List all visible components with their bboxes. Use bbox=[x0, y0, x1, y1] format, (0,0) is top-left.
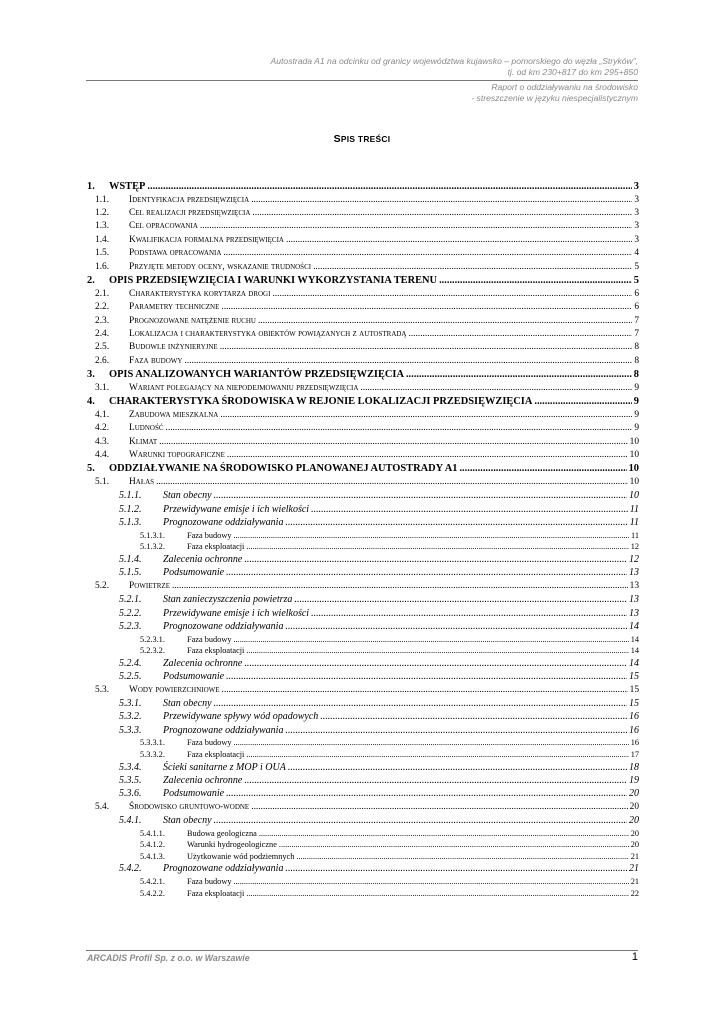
toc-entry-page: 5 bbox=[633, 275, 639, 287]
toc-entry-number: 2.5. bbox=[95, 342, 110, 353]
toc-entry[interactable] bbox=[87, 315, 639, 328]
toc-entry[interactable] bbox=[87, 580, 639, 593]
toc-entry-number: 5.2.3. bbox=[119, 621, 142, 633]
toc-entry-title: Budowa geologiczna bbox=[187, 828, 257, 838]
toc-entry-title: Faza eksploatacji bbox=[187, 646, 245, 656]
toc-entry[interactable] bbox=[87, 645, 639, 657]
toc-entry-number: 2.2. bbox=[95, 302, 110, 313]
toc-entry-title: Faza budowy bbox=[187, 738, 232, 748]
toc-entry-title: Warunki topograficzne bbox=[129, 450, 225, 460]
toc-entry-number: 2.6. bbox=[95, 355, 110, 366]
toc-dot-leader bbox=[246, 645, 628, 657]
table-of-contents bbox=[87, 180, 639, 899]
toc-entry-page: 3 bbox=[634, 221, 639, 232]
toc-entry-title: OPIS PRZEDSIĘWZIĘCIA I WARUNKI WYKORZYSTANIA TERENU bbox=[109, 275, 438, 287]
toc-entry-number: 5.2.1. bbox=[119, 594, 142, 606]
toc-entry[interactable] bbox=[87, 814, 639, 827]
toc-entry-title: Ludność bbox=[129, 423, 164, 434]
toc-entry-page: 14 bbox=[629, 657, 639, 669]
toc-entry-title: Faza budowy bbox=[187, 876, 232, 886]
toc-entry-page: 15 bbox=[629, 698, 639, 709]
footer-divider bbox=[86, 950, 638, 951]
toc-entry[interactable] bbox=[87, 724, 639, 737]
toc-dot-leader bbox=[222, 684, 628, 697]
toc-entry-title: Przewidywane emisje i ich wielkości bbox=[163, 503, 310, 515]
toc-entry-title: Zalecenia ochronne bbox=[163, 657, 243, 669]
toc-entry-number: 4.1. bbox=[95, 409, 110, 420]
toc-dot-leader bbox=[223, 247, 632, 260]
toc-entry-title: Zabudowa mieszkalna bbox=[129, 409, 219, 420]
toc-entry[interactable] bbox=[87, 737, 639, 749]
toc-dot-leader bbox=[233, 530, 629, 542]
toc-dot-leader bbox=[459, 462, 626, 476]
toc-entry-page: 13 bbox=[629, 607, 639, 619]
toc-entry-title: Stan obecny bbox=[163, 698, 212, 709]
toc-entry-number: 5.2.5. bbox=[119, 671, 142, 683]
toc-entry-title: OPIS ANALIZOWANYCH WARIANTÓW PRZEDSIĘWZIĘCIA bbox=[109, 369, 404, 381]
toc-dot-leader bbox=[258, 315, 632, 328]
toc-entry-number: 5.2.3.1. bbox=[140, 634, 165, 644]
toc-entry-page: 6 bbox=[634, 288, 639, 299]
toc-entry-page: 17 bbox=[630, 749, 639, 759]
toc-entry[interactable] bbox=[87, 395, 639, 409]
toc-entry-title: Prognozowane oddziaływania bbox=[163, 517, 284, 529]
toc-entry[interactable] bbox=[87, 697, 639, 710]
toc-entry-number: 5. bbox=[87, 463, 95, 475]
toc-entry-title: Faza eksploatacji bbox=[187, 888, 245, 898]
toc-entry-number: 5.3.3.1. bbox=[140, 738, 165, 748]
toc-entry-number: 1.2. bbox=[95, 207, 110, 218]
toc-entry-number: 5.2. bbox=[95, 580, 110, 591]
toc-dot-leader bbox=[214, 697, 627, 710]
toc-entry-page: 20 bbox=[630, 828, 639, 838]
toc-entry[interactable] bbox=[87, 710, 639, 723]
toc-entry-title: Faza eksploatacji bbox=[187, 542, 245, 552]
toc-entry-page: 20 bbox=[630, 840, 639, 850]
toc-entry-number: 4. bbox=[87, 396, 95, 408]
toc-dot-leader bbox=[285, 516, 627, 529]
toc-dot-leader bbox=[251, 194, 632, 207]
toc-entry-title: Kwalifikacja formalna przedsięwięcia bbox=[129, 234, 284, 245]
toc-entry-title: Prognozowane natężenie ruchu bbox=[129, 315, 256, 326]
toc-entry-title: Faza eksploatacji bbox=[187, 749, 245, 759]
toc-entry-number: 5.3.3. bbox=[119, 724, 142, 736]
toc-entry[interactable] bbox=[87, 516, 639, 529]
toc-entry-title: Identyfikacja przedsięwzięcia bbox=[129, 194, 250, 205]
toc-entry-number: 5.4.1. bbox=[119, 815, 142, 827]
toc-entry-title: Prognozowane oddziaływania bbox=[163, 863, 284, 875]
toc-entry-title: Powietrze bbox=[129, 580, 170, 591]
toc-entry-page: 13 bbox=[629, 580, 639, 591]
toc-entry[interactable] bbox=[87, 541, 639, 553]
toc-entry-title: Cel opracowania bbox=[129, 221, 198, 232]
toc-entry-page: 18 bbox=[629, 761, 639, 773]
toc-entry[interactable] bbox=[87, 566, 639, 579]
toc-entry-title: Faza budowy bbox=[129, 355, 183, 366]
toc-dot-leader bbox=[214, 489, 627, 502]
toc-entry-page: 20 bbox=[629, 788, 639, 800]
document-header-title bbox=[271, 56, 638, 78]
toc-dot-leader bbox=[246, 888, 628, 900]
document-header-subtitle bbox=[471, 82, 638, 104]
toc-entry[interactable] bbox=[87, 888, 639, 900]
toc-entry-number: 1. bbox=[87, 181, 95, 192]
toc-entry-number: 5.3.3.2. bbox=[140, 749, 165, 759]
toc-entry[interactable] bbox=[87, 180, 639, 194]
toc-entry-page: 14 bbox=[629, 621, 639, 633]
toc-entry-page: 10 bbox=[629, 436, 639, 447]
toc-entry-page: 4 bbox=[634, 248, 639, 259]
header-line-4: - streszczenie w języku niespecjalistycznym bbox=[471, 93, 638, 103]
toc-dot-leader bbox=[159, 436, 627, 449]
toc-entry-page: 13 bbox=[629, 594, 639, 606]
toc-entry-title: Faza budowy bbox=[187, 530, 232, 540]
toc-entry-number: 4.3. bbox=[95, 436, 110, 447]
toc-entry-page: 16 bbox=[630, 738, 639, 748]
toc-entry[interactable] bbox=[87, 382, 639, 395]
toc-entry-page: 7 bbox=[634, 328, 639, 339]
toc-dot-leader bbox=[227, 449, 628, 462]
toc-entry-page: 21 bbox=[630, 851, 639, 861]
toc-entry-page: 6 bbox=[634, 302, 639, 313]
toc-entry-title: Wody powierzchniowe bbox=[129, 684, 220, 695]
toc-entry-number: 5.3. bbox=[95, 684, 110, 695]
toc-entry[interactable] bbox=[87, 247, 639, 260]
toc-entry[interactable] bbox=[87, 194, 639, 207]
toc-dot-leader bbox=[439, 274, 632, 288]
toc-entry-page: 8 bbox=[633, 369, 639, 381]
toc-entry-page: 16 bbox=[629, 711, 639, 723]
toc-entry-page: 10 bbox=[629, 476, 639, 487]
toc-entry[interactable] bbox=[87, 876, 639, 888]
toc-entry[interactable] bbox=[87, 801, 639, 814]
toc-dot-leader bbox=[285, 724, 627, 737]
toc-entry[interactable] bbox=[87, 274, 639, 288]
toc-dot-leader bbox=[251, 801, 627, 814]
toc-entry-page: 10 bbox=[629, 490, 639, 502]
toc-dot-leader bbox=[272, 288, 632, 301]
toc-entry-title: Faza budowy bbox=[187, 634, 232, 644]
toc-entry-title: Budowle inżynieryjne bbox=[129, 342, 218, 353]
toc-dot-leader bbox=[172, 580, 628, 593]
toc-entry-title: Prognozowane oddziaływania bbox=[163, 724, 284, 736]
toc-entry-number: 5.1. bbox=[95, 476, 110, 487]
toc-entry-page: 12 bbox=[629, 553, 639, 565]
toc-entry-title: Klimat bbox=[129, 436, 158, 447]
toc-dot-leader bbox=[259, 828, 629, 840]
toc-entry[interactable] bbox=[87, 657, 639, 670]
toc-entry-number: 5.4.2.2. bbox=[140, 888, 165, 898]
toc-dot-leader bbox=[226, 787, 627, 800]
page-title bbox=[0, 133, 724, 145]
toc-dot-leader bbox=[233, 634, 628, 646]
toc-entry[interactable] bbox=[87, 620, 639, 633]
toc-entry-title: WSTĘP bbox=[109, 181, 146, 192]
toc-entry-number: 1.5. bbox=[95, 248, 110, 259]
toc-entry-title: Zalecenia ochronne bbox=[163, 553, 243, 565]
toc-entry[interactable] bbox=[87, 462, 639, 476]
toc-entry-title: CHARAKTERYSTYKA ŚRODOWISKA W REJONIE LOKALIZACJI PRZEDSIĘWZIĘCIA bbox=[109, 396, 533, 408]
toc-entry[interactable] bbox=[87, 684, 639, 697]
toc-entry-title: Stan obecny bbox=[163, 815, 212, 827]
toc-entry-title: Warunki hydrogeologiczne bbox=[187, 840, 277, 850]
toc-dot-leader bbox=[285, 862, 627, 875]
toc-entry[interactable] bbox=[87, 828, 639, 840]
toc-dot-leader bbox=[184, 355, 632, 368]
toc-entry-page: 9 bbox=[634, 382, 639, 393]
toc-entry[interactable] bbox=[87, 489, 639, 502]
toc-entry-page: 20 bbox=[629, 801, 639, 812]
toc-entry[interactable] bbox=[87, 607, 639, 620]
toc-entry-number: 5.2.4. bbox=[119, 657, 142, 669]
toc-entry-title: Hałas bbox=[129, 476, 155, 487]
toc-entry-page: 9 bbox=[633, 396, 639, 408]
toc-entry-number: 5.4.1.2. bbox=[140, 840, 165, 850]
toc-entry-page: 10 bbox=[628, 463, 639, 475]
toc-entry-number: 5.1.4. bbox=[119, 553, 142, 565]
toc-entry[interactable] bbox=[87, 787, 639, 800]
toc-entry-title: Przewidywane emisje i ich wielkości bbox=[163, 607, 310, 619]
toc-dot-leader bbox=[220, 409, 632, 422]
toc-entry[interactable] bbox=[87, 220, 639, 233]
toc-entry-number: 5.3.4. bbox=[119, 761, 142, 773]
toc-entry-number: 2.1. bbox=[95, 288, 110, 299]
toc-entry-title: Ścieki sanitarne z MOP i OUA bbox=[163, 761, 286, 773]
toc-entry-number: 5.3.5. bbox=[119, 774, 142, 786]
toc-entry[interactable] bbox=[87, 355, 639, 368]
toc-entry-number: 1.4. bbox=[95, 234, 110, 245]
toc-entry-number: 1.6. bbox=[95, 261, 110, 272]
toc-entry[interactable] bbox=[87, 761, 639, 774]
toc-entry[interactable] bbox=[87, 409, 639, 422]
toc-entry-title: Użytkowanie wód podziemnych bbox=[187, 851, 295, 861]
toc-entry-number: 5.2.3.2. bbox=[140, 646, 165, 656]
toc-entry-page: 11 bbox=[629, 503, 639, 515]
toc-entry-number: 5.4. bbox=[95, 801, 110, 812]
toc-entry-number: 2.4. bbox=[95, 328, 110, 339]
toc-entry-title: Podsumowanie bbox=[163, 567, 225, 579]
toc-entry[interactable] bbox=[87, 328, 639, 341]
toc-entry-title: Środowisko gruntowo-wodne bbox=[129, 801, 250, 812]
toc-entry-page: 11 bbox=[629, 517, 639, 529]
page-title-rest: PIS TREŚCI bbox=[340, 134, 391, 144]
toc-entry[interactable] bbox=[87, 207, 639, 220]
toc-entry-number: 5.4.1.3. bbox=[140, 851, 165, 861]
toc-entry-page: 9 bbox=[634, 409, 639, 420]
toc-entry-number: 5.3.2. bbox=[119, 711, 142, 723]
toc-dot-leader bbox=[246, 541, 628, 553]
toc-entry-page: 5 bbox=[634, 261, 639, 272]
toc-dot-leader bbox=[534, 395, 631, 409]
toc-entry[interactable] bbox=[87, 449, 639, 462]
toc-entry-number: 5.1.2. bbox=[119, 503, 142, 515]
toc-dot-leader bbox=[285, 620, 627, 633]
toc-entry-number: 5.1.3.2. bbox=[140, 542, 165, 552]
toc-entry-number: 1.3. bbox=[95, 221, 110, 232]
toc-entry-page: 19 bbox=[629, 774, 639, 786]
toc-entry-number: 5.1.3.1. bbox=[140, 530, 165, 540]
toc-entry-title: Parametry techniczne bbox=[129, 302, 220, 313]
toc-dot-leader bbox=[147, 180, 631, 194]
toc-entry-page: 7 bbox=[634, 315, 639, 326]
toc-dot-leader bbox=[244, 553, 627, 566]
toc-entry-page: 8 bbox=[634, 342, 639, 353]
toc-entry-title: Przyjęte metody oceny, wskazanie trudności bbox=[129, 261, 312, 272]
toc-entry-page: 22 bbox=[630, 888, 639, 898]
toc-entry-title: Zalecenia ochronne bbox=[163, 774, 243, 786]
toc-dot-leader bbox=[311, 607, 627, 620]
toc-entry-page: 15 bbox=[629, 684, 639, 695]
toc-dot-leader bbox=[156, 476, 628, 489]
toc-entry[interactable] bbox=[87, 436, 639, 449]
toc-dot-leader bbox=[244, 774, 627, 787]
toc-entry-page: 9 bbox=[634, 423, 639, 434]
toc-entry-number: 4.4. bbox=[95, 450, 110, 460]
toc-entry[interactable] bbox=[87, 476, 639, 489]
toc-entry-number: 5.1.3. bbox=[119, 517, 142, 529]
toc-entry-number: 4.2. bbox=[95, 423, 110, 434]
toc-entry[interactable] bbox=[87, 368, 639, 382]
toc-entry[interactable] bbox=[87, 301, 639, 314]
toc-entry[interactable] bbox=[87, 261, 639, 274]
toc-dot-leader bbox=[226, 566, 627, 579]
toc-entry-page: 10 bbox=[629, 450, 639, 460]
toc-entry-number: 5.1.5. bbox=[119, 567, 142, 579]
toc-dot-leader bbox=[233, 737, 628, 749]
header-line-3: Raport o oddziaływaniu na środowisko bbox=[491, 82, 638, 92]
toc-entry-title: Prognozowane oddziaływania bbox=[163, 621, 284, 633]
toc-entry-page: 3 bbox=[634, 194, 639, 205]
toc-entry-page: 13 bbox=[629, 567, 639, 579]
header-line-1: Autostrada A1 na odcinku od granicy województwa kujawsko – pomorskiego do węzła „Stryków”, bbox=[270, 56, 638, 66]
toc-entry-page: 14 bbox=[630, 634, 639, 644]
toc-entry-page: 3 bbox=[634, 234, 639, 245]
toc-entry-title: Lokalizacja i charakterystyka obiektów powiązanych z autostradą bbox=[129, 328, 407, 339]
toc-dot-leader bbox=[360, 382, 632, 395]
toc-entry-number: 5.1.1. bbox=[119, 490, 142, 502]
toc-dot-leader bbox=[214, 814, 627, 827]
toc-entry-number: 5.4.2.1. bbox=[140, 876, 165, 886]
toc-dot-leader bbox=[226, 670, 627, 683]
page-number: 1 bbox=[631, 951, 638, 963]
toc-entry-title: Podstawa opracowania bbox=[129, 248, 222, 259]
toc-entry-page: 14 bbox=[630, 646, 639, 656]
toc-dot-leader bbox=[294, 593, 627, 606]
toc-entry-number: 3.1. bbox=[95, 382, 110, 393]
toc-entry-number: 2.3. bbox=[95, 315, 110, 326]
toc-dot-leader bbox=[320, 710, 627, 723]
toc-dot-leader bbox=[246, 749, 628, 761]
toc-dot-leader bbox=[244, 657, 627, 670]
toc-entry-page: 20 bbox=[629, 815, 639, 827]
toc-dot-leader bbox=[233, 876, 628, 888]
toc-dot-leader bbox=[313, 261, 632, 274]
toc-entry-number: 5.4.2. bbox=[119, 863, 142, 875]
toc-entry[interactable] bbox=[87, 774, 639, 787]
toc-entry[interactable] bbox=[87, 851, 639, 863]
toc-entry[interactable] bbox=[87, 422, 639, 435]
footer-company: ARCADIS Profil Sp. z o.o. w Warszawie bbox=[87, 953, 250, 963]
toc-dot-leader bbox=[220, 341, 633, 354]
toc-dot-leader bbox=[200, 220, 632, 233]
toc-entry-page: 8 bbox=[634, 355, 639, 366]
toc-entry[interactable] bbox=[87, 593, 639, 606]
header-divider bbox=[86, 80, 638, 81]
toc-entry-title: Charakterystyka korytarza drogi bbox=[129, 288, 271, 299]
toc-dot-leader bbox=[408, 328, 632, 341]
toc-dot-leader bbox=[166, 422, 633, 435]
toc-entry-page: 15 bbox=[629, 671, 639, 683]
toc-entry-page: 12 bbox=[630, 542, 639, 552]
toc-entry[interactable] bbox=[87, 862, 639, 875]
toc-dot-leader bbox=[252, 207, 632, 220]
toc-entry-title: Wariant polegający na niepodejmowaniu przedsięwzięcia bbox=[129, 382, 359, 393]
toc-entry-page: 3 bbox=[634, 207, 639, 218]
header-line-2: tj. od km 230+817 do km 295+850 bbox=[507, 67, 638, 77]
toc-entry-number: 5.2.2. bbox=[119, 607, 142, 619]
toc-entry[interactable] bbox=[87, 749, 639, 761]
toc-entry-number: 2. bbox=[87, 275, 95, 287]
toc-entry[interactable] bbox=[87, 288, 639, 301]
toc-entry[interactable] bbox=[87, 839, 639, 851]
toc-dot-leader bbox=[311, 503, 628, 516]
toc-dot-leader bbox=[221, 301, 632, 314]
toc-entry-number: 3. bbox=[87, 369, 95, 381]
toc-entry[interactable] bbox=[87, 341, 639, 354]
toc-entry-title: Stan zanieczyszczenia powietrza bbox=[163, 594, 293, 606]
toc-entry-title: Podsumowanie bbox=[163, 788, 225, 800]
page-title-initial: S bbox=[333, 133, 341, 145]
toc-entry-page: 21 bbox=[630, 876, 639, 886]
toc-entry-number: 5.4.1.1. bbox=[140, 828, 165, 838]
toc-entry[interactable] bbox=[87, 530, 639, 542]
toc-entry-page: 21 bbox=[629, 863, 639, 875]
toc-entry[interactable] bbox=[87, 234, 639, 247]
toc-entry[interactable] bbox=[87, 670, 639, 683]
toc-entry-title: Podsumowanie bbox=[163, 671, 225, 683]
toc-entry-page: 16 bbox=[629, 724, 639, 736]
toc-dot-leader bbox=[406, 368, 632, 382]
toc-entry[interactable] bbox=[87, 634, 639, 646]
toc-entry-number: 5.3.6. bbox=[119, 788, 142, 800]
toc-dot-leader bbox=[288, 761, 627, 774]
toc-entry-title: Przewidywane spływy wód opadowych bbox=[163, 711, 319, 723]
toc-entry[interactable] bbox=[87, 503, 639, 516]
toc-entry-title: Cel realizacji przedsięwzięcia bbox=[129, 207, 251, 218]
toc-entry-title: Stan obecny bbox=[163, 490, 212, 502]
toc-dot-leader bbox=[279, 839, 629, 851]
toc-entry-number: 5.3.1. bbox=[119, 698, 142, 709]
toc-entry-page: 3 bbox=[633, 181, 639, 192]
toc-dot-leader bbox=[286, 234, 632, 247]
toc-entry-page: 11 bbox=[631, 530, 639, 540]
toc-entry-title: ODDZIAŁYWANIE NA ŚRODOWISKO PLANOWANEJ AUTOSTRADY A1 bbox=[109, 463, 458, 475]
toc-dot-leader bbox=[296, 851, 628, 863]
toc-entry[interactable] bbox=[87, 553, 639, 566]
toc-entry-number: 1.1. bbox=[95, 194, 110, 205]
